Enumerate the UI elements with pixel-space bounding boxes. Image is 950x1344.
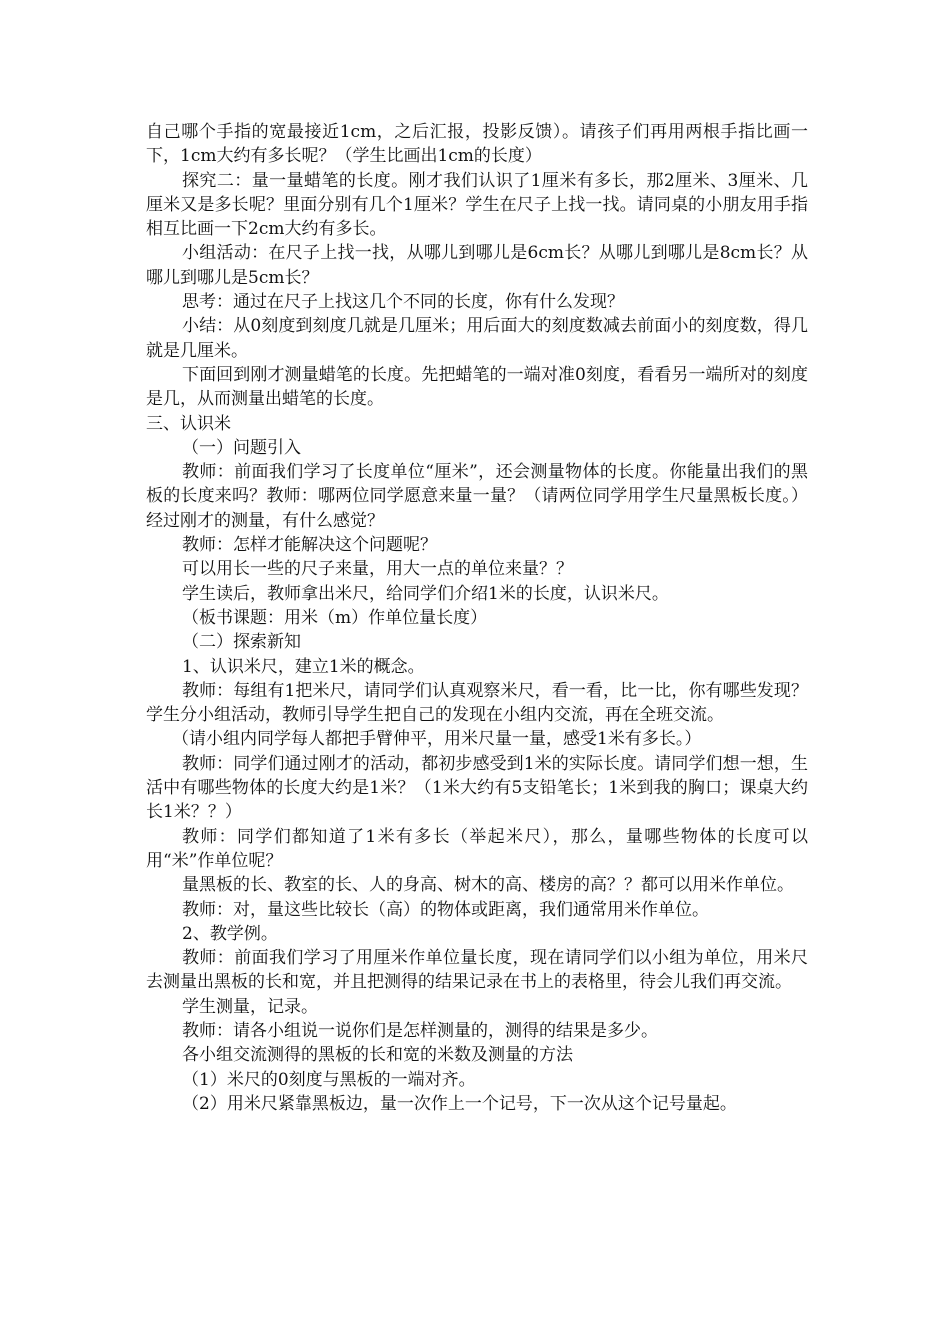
paragraph: 可以用长一些的尺子来量，用大一点的单位来量？？ (182, 559, 573, 580)
paragraph: 教师：怎样才能解决这个问题呢？ (182, 535, 437, 556)
paragraph: 教师：请各小组说一说你们是怎样测量的，测得的结果是多少。 (182, 1020, 658, 1041)
paragraph: （板书课题：用米（m）作单位量长度） (182, 607, 488, 628)
paragraph: 探究二：量一量蜡笔的长度。刚才我们认识了1厘米有多长，那2厘米、3厘米、几厘米又是多长呢？里面分别有几个1厘米？学生在尺子上找一找。请同桌的小朋友用手指相互比画一下2cm大约有多长。 (146, 170, 808, 240)
paragraph: 学生读后，教师拿出米尺，给同学们介绍1米的长度，认识米尺。 (182, 583, 669, 604)
paragraph: 教师：对，量这些比较长（高）的物体或距离，我们通常用米作单位。 (182, 899, 709, 920)
paragraph: 三、认识米 (146, 413, 231, 434)
paragraph: （二）探索新知 (182, 632, 301, 653)
paragraph: 1、认识米尺，建立1米的概念。 (182, 656, 425, 677)
paragraph: 2、教学例。 (182, 923, 278, 944)
paragraph: 小组活动：在尺子上找一找，从哪儿到哪儿是6cm长？从哪儿到哪儿是8cm长？从哪儿到哪儿是5cm长？ (146, 243, 808, 288)
paragraph: 下面回到刚才测量蜡笔的长度。先把蜡笔的一端对准0刻度，看看另一端所对的刻度是几，从而测量出蜡笔的长度。 (146, 364, 808, 410)
paragraph: （1）米尺的0刻度与黑板的一端对齐。 (182, 1069, 476, 1090)
paragraph: 自己哪个手指的宽最接近1cm，之后汇报，投影反馈）。请孩子们再用两根手指比画一下，1cm大约有多长呢？（学生比画出1cm的长度） (146, 122, 808, 167)
paragraph: （一）问题引入 (182, 437, 301, 458)
paragraph: （请小组内同学每人都把手臂伸平，用米尺量一量，感受1米有多长。） (172, 729, 702, 750)
paragraph: 教师：每组有1把米尺，请同学们认真观察米尺，看一看，比一比，你有哪些发现？学生分小组活动，教师引导学生把自己的发现在小组内交流，再在全班交流。 (146, 680, 808, 726)
paragraph: （2）用米尺紧靠黑板边，量一次作上一个记号，下一次从这个记号量起。 (182, 1093, 737, 1114)
paragraph: 教师：前面我们学习了长度单位“厘米”，还会测量物体的长度。你能量出我们的黑板的长度来吗？教师：哪两位同学愿意来量一量？（请两位同学用学生尺量黑板长度。）经过刚才的测量，有什么感觉？ (146, 462, 808, 531)
paragraph: 教师：同学们通过刚才的活动，都初步感受到1米的实际长度。请同学们想一想，生活中有哪些物体的长度大约是1米？（1米大约有5支铅笔长；1米到我的胸口；课桌大约长1米？？） (146, 753, 808, 823)
paragraph: 教师：前面我们学习了用厘米作单位量长度，现在请同学们以小组为单位，用米尺去测量出黑板的长和宽，并且把测得的结果记录在书上的表格里，待会儿我们再交流。 (146, 948, 808, 993)
paragraph: 思考：通过在尺子上找这几个不同的长度，你有什么发现？ (182, 292, 624, 313)
document-body (146, 120, 808, 1116)
paragraph: 教师：同学们都知道了1米有多长（举起米尺），那么，量哪些物体的长度可以用“米”作单位呢？ (146, 826, 808, 871)
paragraph: 量黑板的长、教室的长、人的身高、树木的高、楼房的高？？都可以用米作单位。 (182, 875, 794, 896)
paragraph: 各小组交流测得的黑板的长和宽的米数及测量的方法 (182, 1045, 573, 1066)
paragraph: 学生测量，记录。 (182, 996, 318, 1017)
paragraph: 小结：从0刻度到刻度几就是几厘米；用后面大的刻度数减去前面小的刻度数，得几就是几厘米。 (146, 316, 808, 361)
